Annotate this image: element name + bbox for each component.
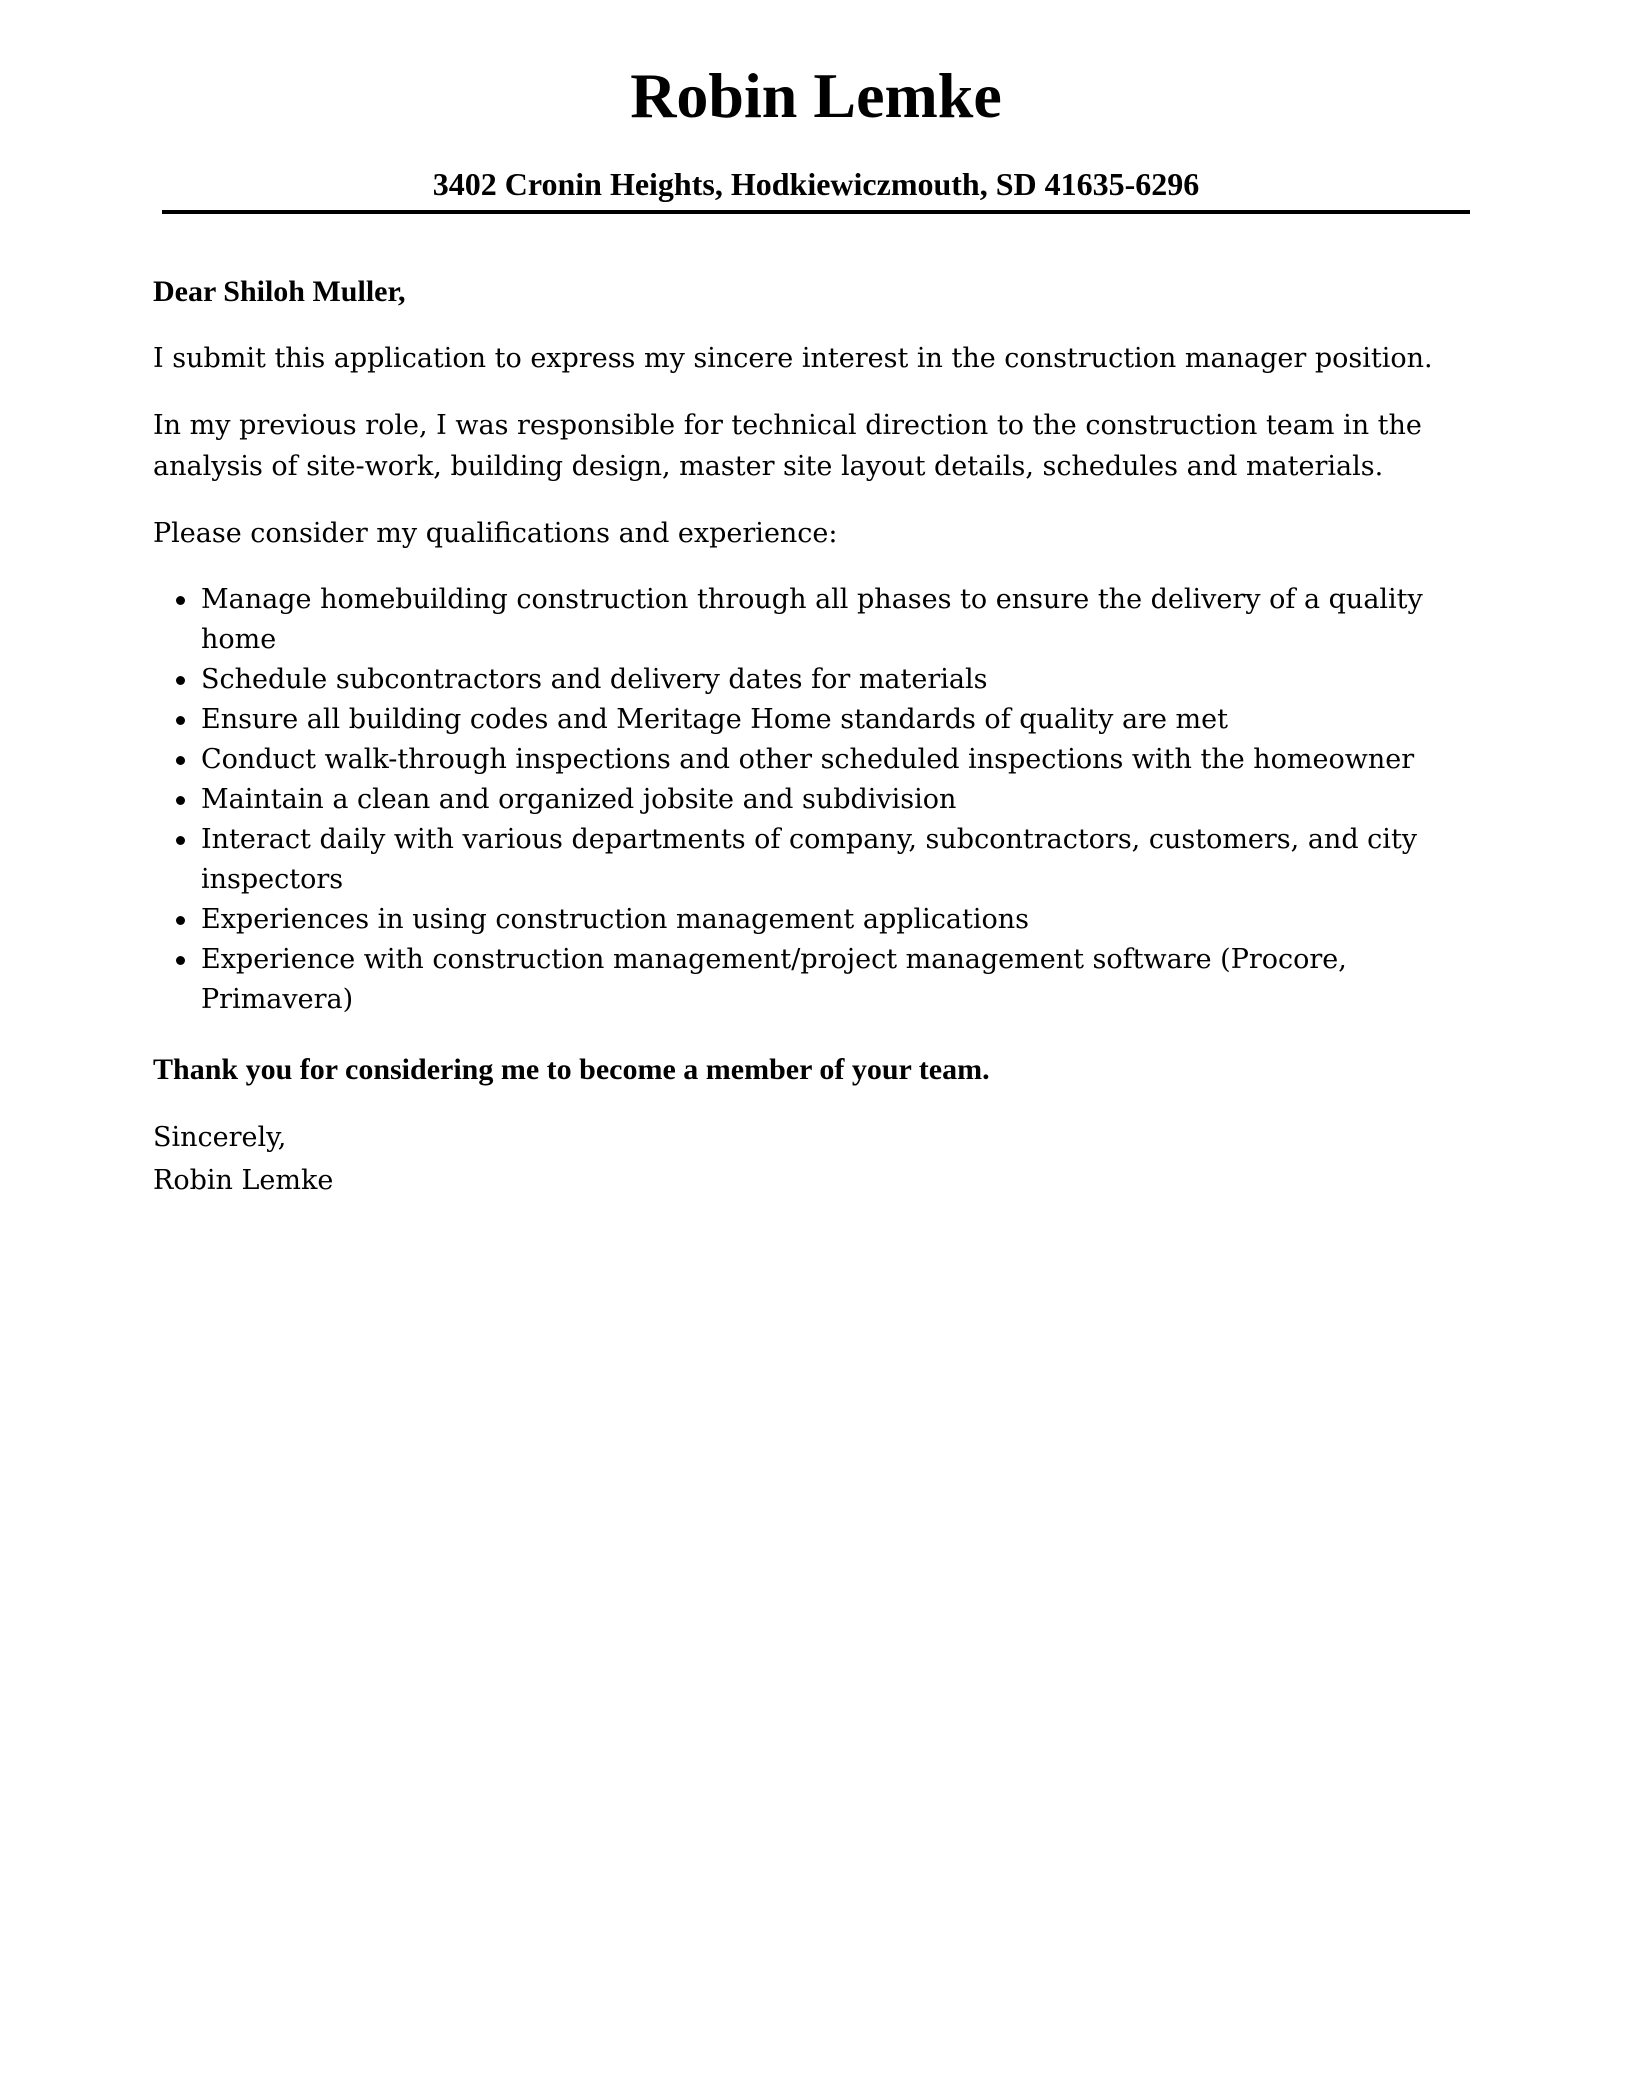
list-item: [201, 740, 1483, 780]
salutation: Dear Shiloh Muller,: [153, 275, 406, 308]
list-item: [201, 780, 1483, 820]
bullet-icon: [176, 956, 185, 965]
list-item-text: Schedule subcontractors and delivery dates for materials: [201, 664, 988, 695]
bullet-icon: [176, 596, 185, 605]
valediction: Sincerely,: [153, 1122, 287, 1153]
list-item: [201, 580, 1483, 660]
list-item-text: Conduct walk-through inspections and other scheduled inspections with the homeowner: [201, 744, 1415, 775]
list-item-text: Experiences in using construction management applications: [201, 904, 1029, 935]
bullet-icon: [176, 756, 185, 765]
bullet-icon: [176, 916, 185, 925]
list-item-text: Interact daily with various departments of company, subcontractors, customers, and city inspectors: [201, 824, 1418, 895]
list-item-text: Maintain a clean and organized jobsite and subdivision: [201, 784, 957, 815]
letter-body: [153, 272, 1483, 1202]
closing-statement: Thank you for considering me to become a member of your team.: [153, 1053, 990, 1086]
bullet-icon: [176, 716, 185, 725]
bullet-icon: [176, 836, 185, 845]
list-item-text: Experience with construction management/project management software (Procore, Primavera): [201, 944, 1347, 1015]
list-item-text: Ensure all building codes and Meritage Home standards of quality are met: [201, 704, 1228, 735]
list-item: [201, 700, 1483, 740]
sender-name: Robin Lemke: [630, 60, 1002, 131]
signature-name: Robin Lemke: [153, 1165, 334, 1196]
qualifications-list: [153, 580, 1483, 1020]
intro-paragraph: I submit this application to express my sincere interest in the construction manager position.: [153, 343, 1433, 374]
list-item: [201, 820, 1483, 900]
sender-address: 3402 Cronin Heights, Hodkiewiczmouth, SD 41635-6296: [432, 166, 1200, 202]
bullet-icon: [176, 676, 185, 685]
header-divider: [162, 210, 1470, 214]
list-item: [201, 660, 1483, 700]
list-item-text: Manage homebuilding construction through all phases to ensure the delivery of a quality home: [201, 584, 1423, 655]
previous-role-paragraph: In my previous role, I was responsible for technical direction to the construction team in the analysis of site-work, building design, master site layout details, schedules and materials.: [153, 410, 1422, 482]
qualifications-intro: Please consider my qualifications and experience:: [153, 518, 838, 549]
list-item: [201, 900, 1483, 940]
list-item: [201, 940, 1483, 1020]
bullet-icon: [176, 796, 185, 805]
